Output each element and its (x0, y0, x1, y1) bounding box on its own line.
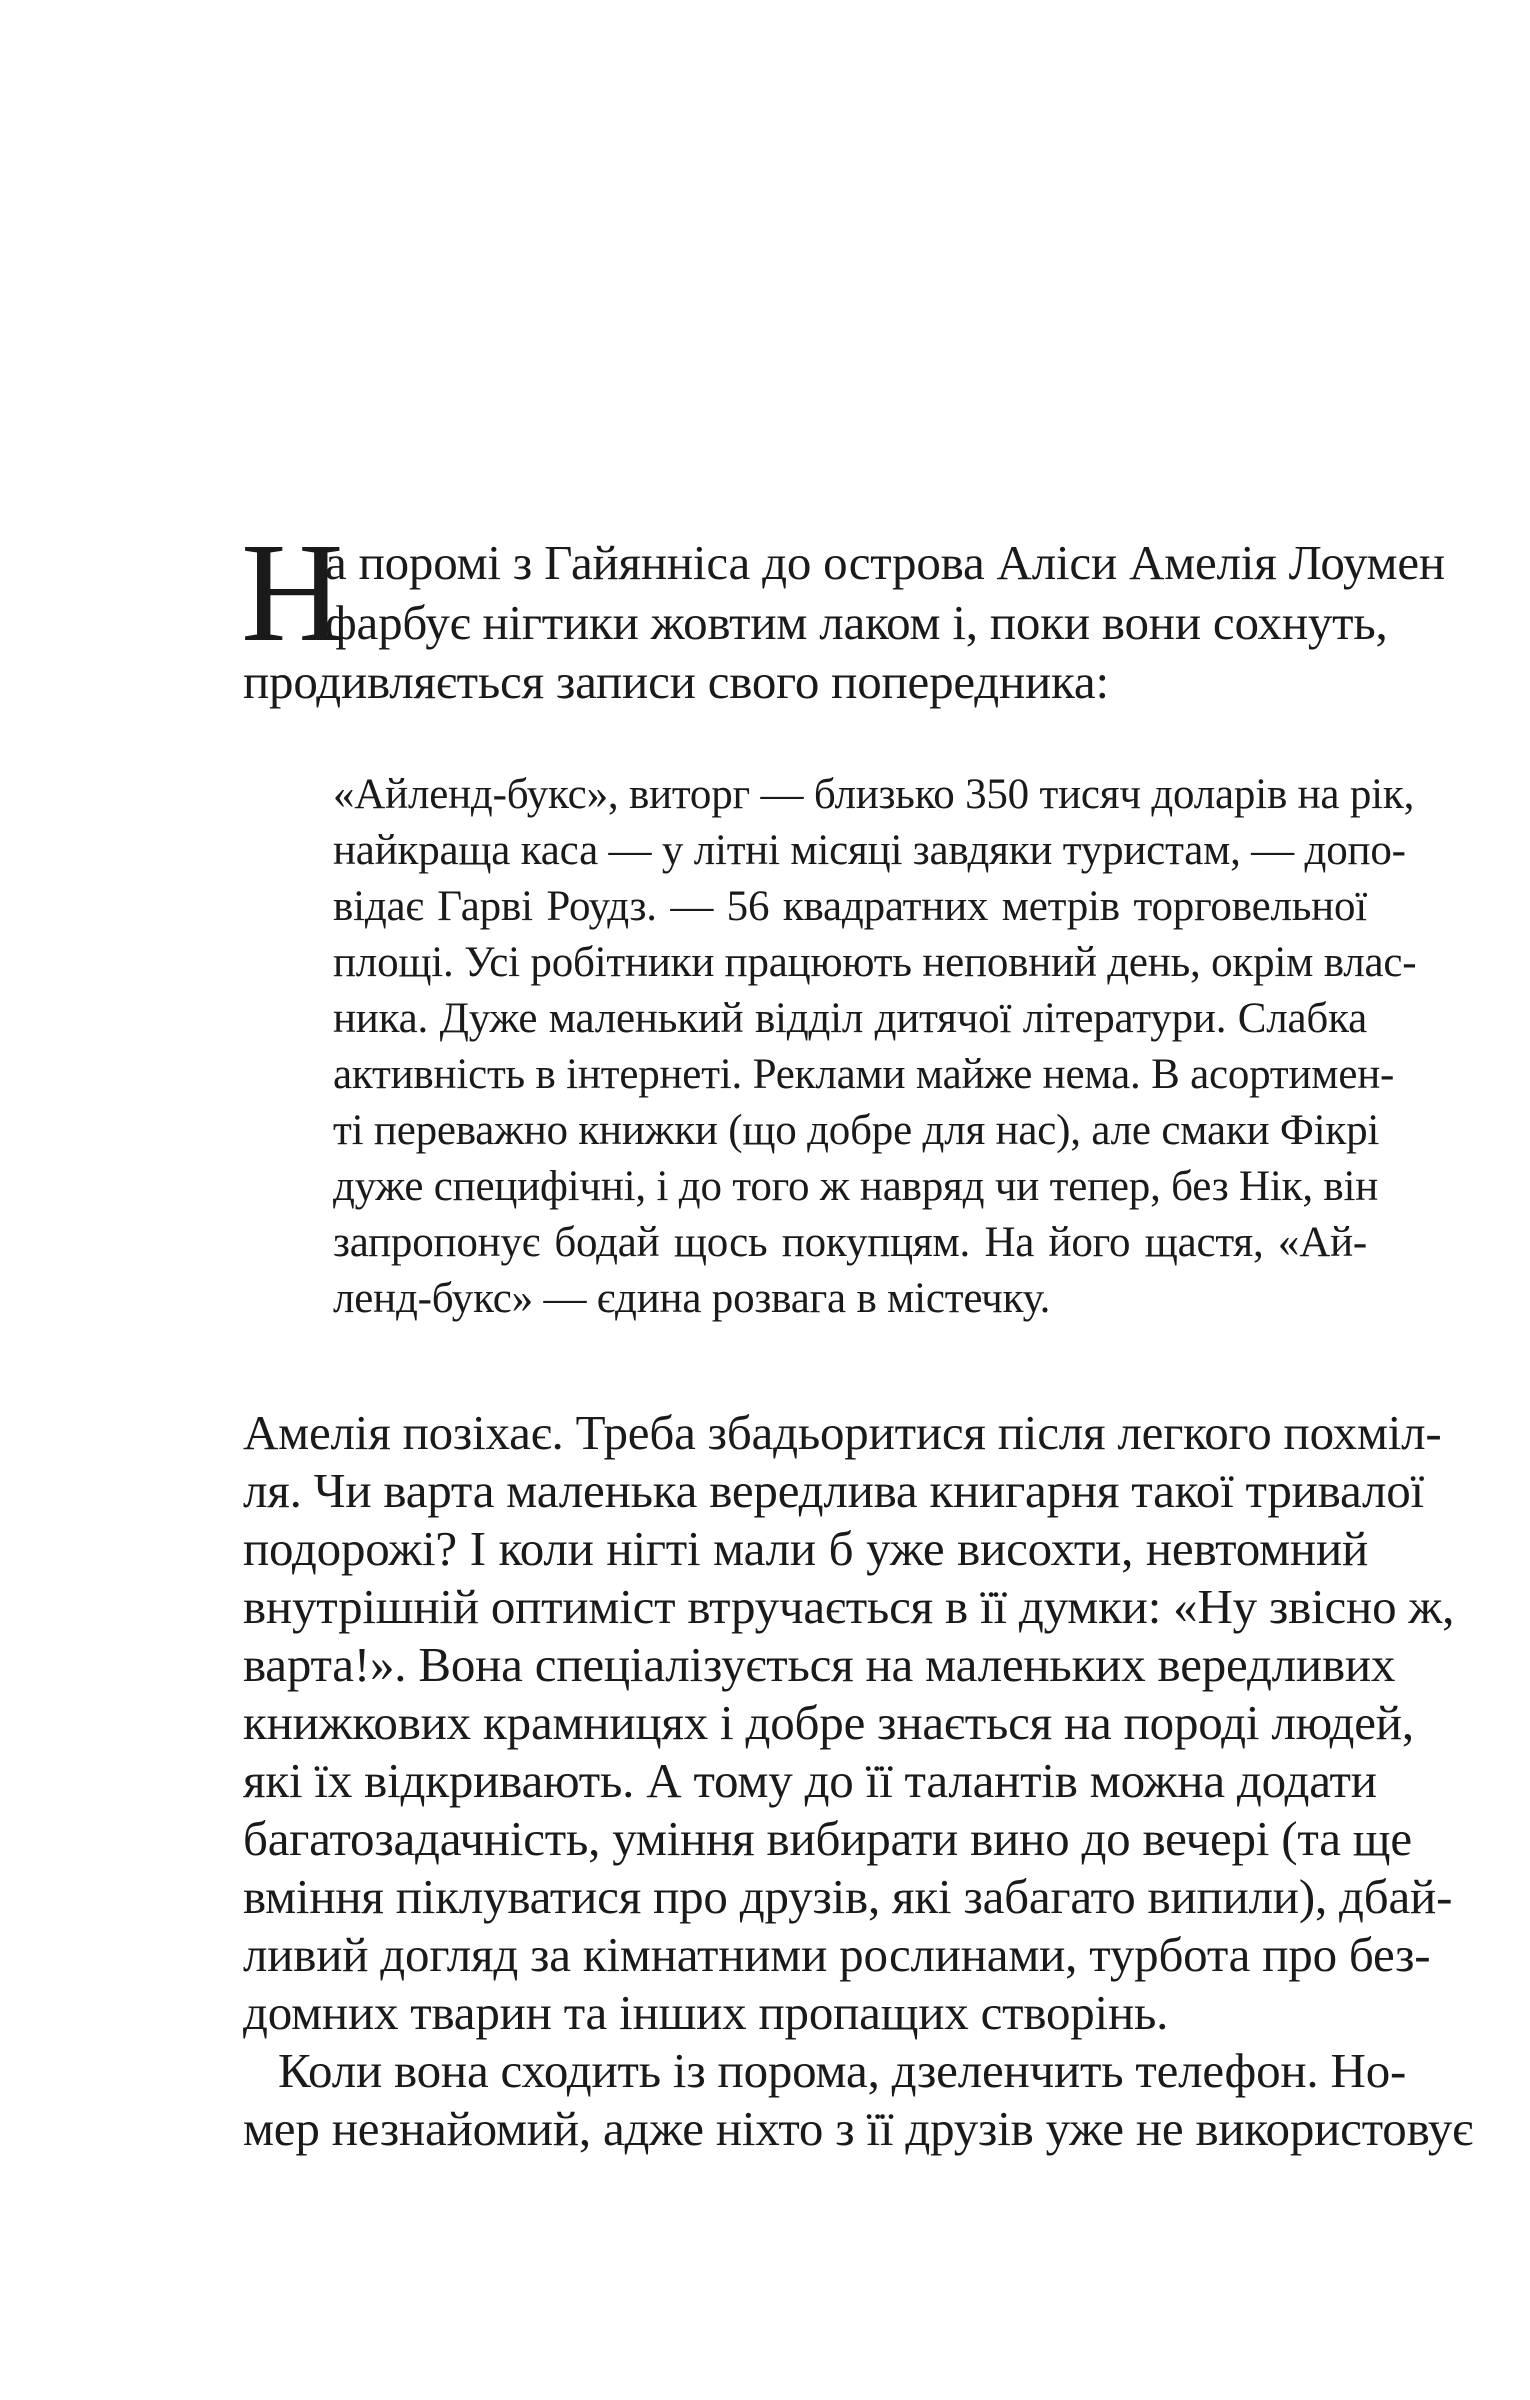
quote-line: ті переважно книжки (що добре для нас), але смаки Фікрі (333, 1107, 1380, 1154)
text-line: подорожі? І коли нігті мали б уже висохти, невтомний (243, 1521, 1368, 1576)
text-line: ля. Чи варта маленька вередлива книгарня такої тривалої (243, 1463, 1424, 1518)
text-line: Коли вона сходить із порома, дзеленчить телефон. Но- (278, 2043, 1407, 2098)
quote-line: дуже специфічні, і до того ж навряд чи тепер, без Нік, він (333, 1163, 1379, 1210)
text-line: які їх відкривають. А тому до її талантів можна додати (243, 1753, 1377, 1808)
quote-line: «Айленд-букс», виторг — близько 350 тисяч доларів на рік, (333, 771, 1415, 818)
quote-line: ленд-букс» — єдина розвага в містечку. (333, 1275, 1051, 1322)
text-line: варта!». Вона спеціалізується на маленьких вередливих (243, 1637, 1396, 1692)
text-line: продивляється записи свого попередника: (243, 654, 1109, 709)
quote-line: відає Гарві Роудз. — 56 квадратних метрів торговельної (333, 883, 1367, 930)
text-line: фарбує нігтики жовтим лаком і, поки вони сохнуть, (325, 595, 1388, 650)
text-line: ливий догляд за кімнатними рослинами, турбота про без- (243, 1927, 1431, 1982)
text-line: внутрішній оптиміст втручається в її думки: «Ну звісно ж, (243, 1579, 1455, 1634)
text-line: Амелія позіхає. Треба збадьоритися після легкого похміл- (243, 1405, 1442, 1460)
quote-line: площі. Усі робітники працюють неповний день, окрім влас- (333, 939, 1417, 986)
drop-cap: Н (241, 513, 344, 671)
text-line: книжкових крамницях і добре знається на породі людей, (243, 1695, 1414, 1750)
text-line: домних тварин та інших пропащих створінь. (243, 1985, 1169, 2040)
text-line: багатозадачність, уміння вибирати вино до вечері (та ще (243, 1811, 1412, 1866)
text-line: мер незнайомий, адже ніхто з її друзів уже не використовує (243, 2101, 1473, 2156)
quote-line: ника. Дуже маленький відділ дитячої літератури. Слабка (333, 995, 1367, 1042)
quote-line: запропонує бодай щось покупцям. На його щастя, «Ай- (333, 1219, 1367, 1266)
quote-line: найкраща каса — у літні місяці завдяки туристам, — допо- (333, 827, 1406, 874)
quote-line: активність в інтернеті. Реклами майже нема. В асортимен- (333, 1051, 1395, 1098)
text-line: а поромі з Гайяннiса до острова Алiси Амелiя Лоумен (325, 535, 1445, 590)
text-line: вміння піклуватися про друзів, які забагато випили), дбай- (243, 1869, 1453, 1924)
